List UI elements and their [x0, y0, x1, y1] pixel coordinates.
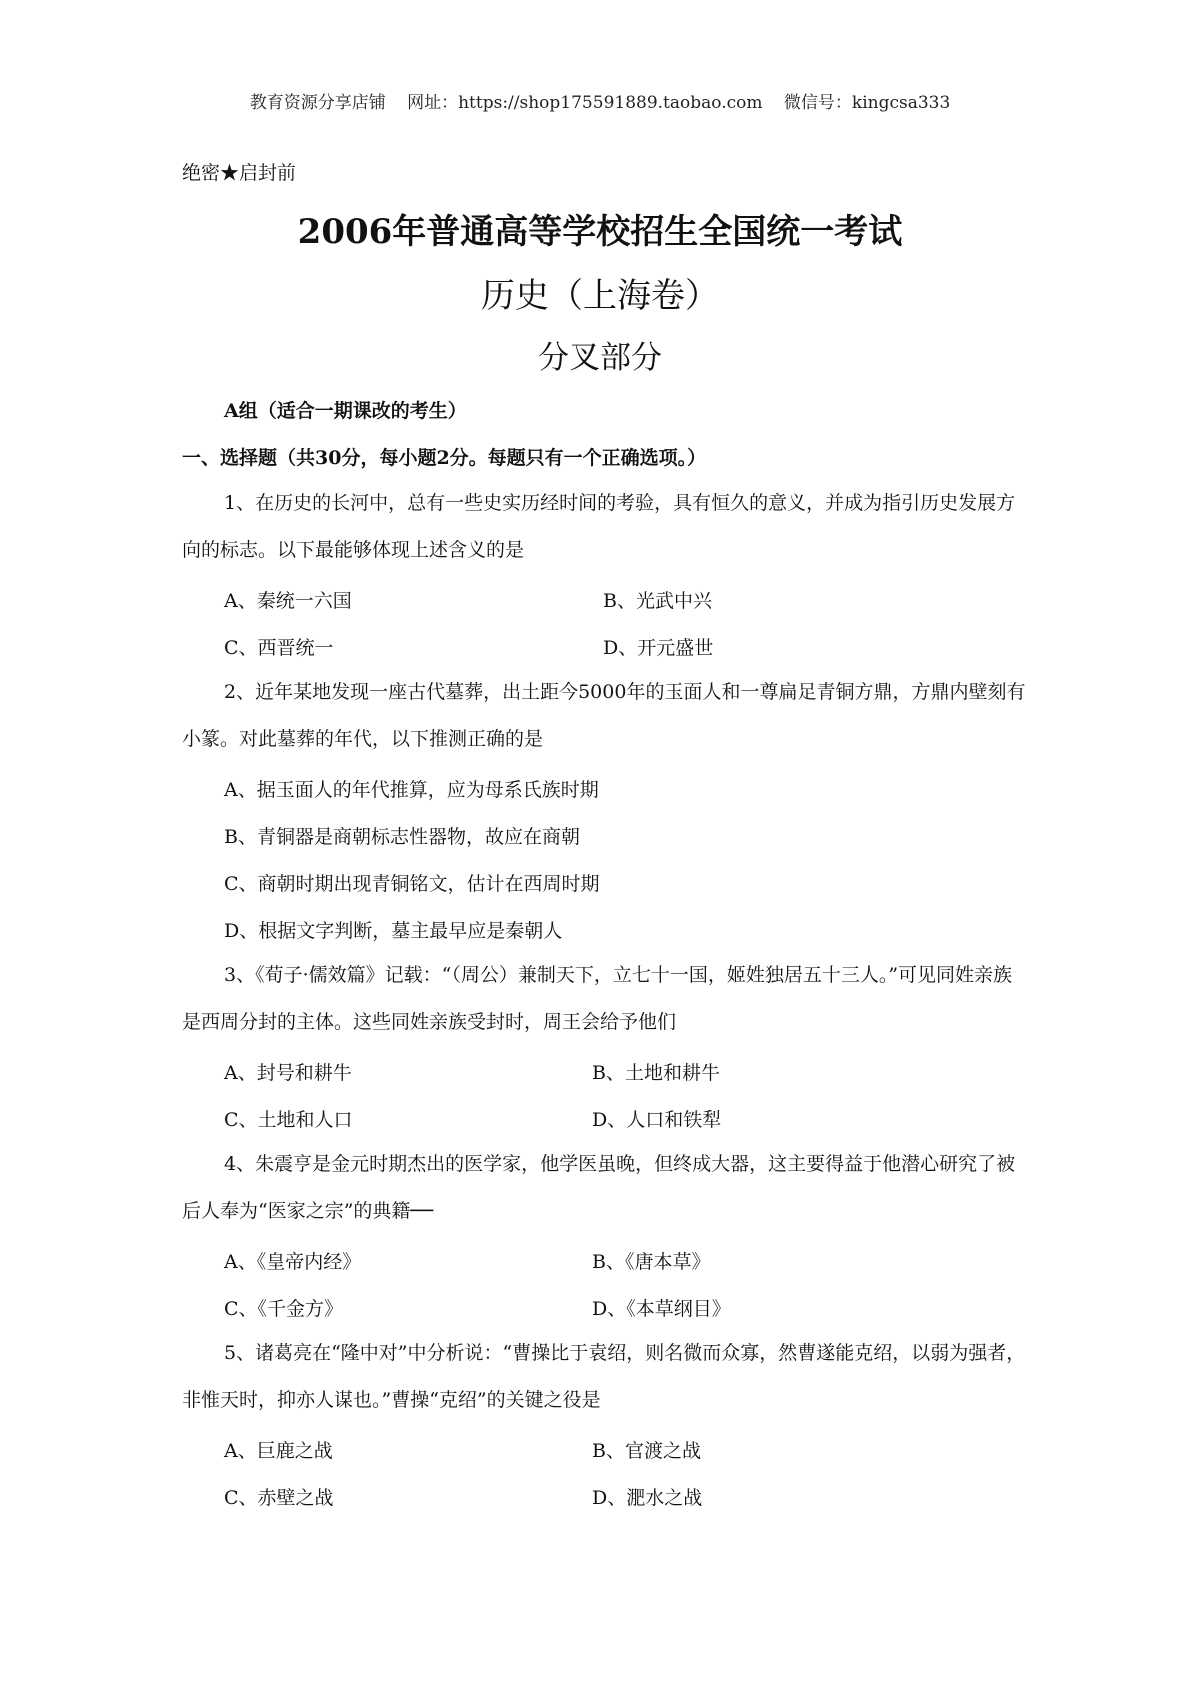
question-4-option-c: C、《千金方》: [224, 1298, 344, 1320]
header-shop: 教育资源分享店铺: [249, 93, 386, 113]
question-1-option-c: C、西晋统一: [224, 637, 334, 659]
question-1-option-b: B、光武中兴: [603, 590, 712, 612]
question-3-stem: [182, 952, 1030, 1046]
question-2-option-b: B、青铜器是商朝标志性器物，故应在商朝: [224, 826, 580, 848]
header-wechat: 微信号：kingcsa333: [783, 93, 951, 113]
question-1-option-d: D、开元盛世: [603, 637, 714, 659]
question-4-option-b: B、《唐本草》: [592, 1251, 711, 1273]
question-2-option-a: A、据玉面人的年代推算，应为母系氏族时期: [224, 779, 599, 801]
question-3-option-c: C、土地和人口: [224, 1109, 353, 1131]
question-2-stem: [182, 669, 1030, 763]
question-5-option-d: D、淝水之战: [592, 1487, 703, 1509]
header-line: [0, 88, 1200, 113]
part-title: 分叉部分: [538, 340, 662, 376]
question-1-stem: [182, 480, 1030, 574]
question-4-stem: [182, 1141, 1030, 1235]
question-2-option-c: C、商朝时期出现青铜铭文，估计在西周时期: [224, 873, 600, 895]
group-heading: A组（适合一期课改的考生）: [224, 400, 467, 422]
question-5-option-c: C、赤壁之战: [224, 1487, 334, 1509]
question-3-option-d: D、人口和铁犁: [592, 1109, 722, 1131]
question-2-option-d: D、根据文字判断，墓主最早应是秦朝人: [224, 920, 563, 942]
question-text: 2、近年某地发现一座古代墓葬，出土距今5000年的玉面人和一尊扁足青铜方鼎，方鼎内壁刻有小篆。对此墓葬的年代，以下推测正确的是: [182, 681, 1026, 750]
header-url: 网址：https://shop175591889.taobao.com: [407, 93, 763, 113]
question-text: 4、朱震亨是金元时期杰出的医学家，他学医虽晚，但终成大器，这主要得益于他潜心研究了被后人奉为“医家之宗”的典籍──: [182, 1153, 1016, 1222]
question-3-option-a: A、封号和耕牛: [224, 1062, 352, 1084]
question-4-option-a: A、《皇帝内经》: [224, 1251, 362, 1273]
question-5-option-b: B、官渡之战: [592, 1440, 701, 1462]
question-text: 3、《荀子·儒效篇》记载：“（周公）兼制天下，立七十一国，姬姓独居五十三人。”可见同姓亲族是西周分封的主体。这些同姓亲族受封时，周王会给予他们: [182, 964, 1013, 1033]
question-3-option-b: B、土地和耕牛: [592, 1062, 720, 1084]
question-text: 5、诸葛亮在“隆中对”中分析说：“曹操比于袁绍，则名微而众寡，然曹遂能克绍，以弱为强者，非惟天时，抑亦人谋也。”曹操“克绍”的关键之役是: [182, 1342, 1026, 1411]
exam-title: 2006年普通高等学校招生全国统一考试: [297, 212, 903, 252]
question-5-stem: [182, 1330, 1030, 1424]
question-text: 1、在历史的长河中，总有一些史实历经时间的考验，具有恒久的意义，并成为指引历史发展方向的标志。以下最能够体现上述含义的是: [182, 492, 1016, 561]
confidential-mark: 绝密★启封前: [182, 162, 297, 184]
question-1-option-a: A、秦统一六国: [224, 590, 352, 612]
section-heading: 一、选择题（共30分，每小题2分。每题只有一个正确选项。）: [182, 447, 707, 469]
subject-title: 历史（上海卷）: [481, 276, 719, 316]
question-4-option-d: D、《本草纲目》: [592, 1298, 731, 1320]
question-5-option-a: A、巨鹿之战: [224, 1440, 333, 1462]
